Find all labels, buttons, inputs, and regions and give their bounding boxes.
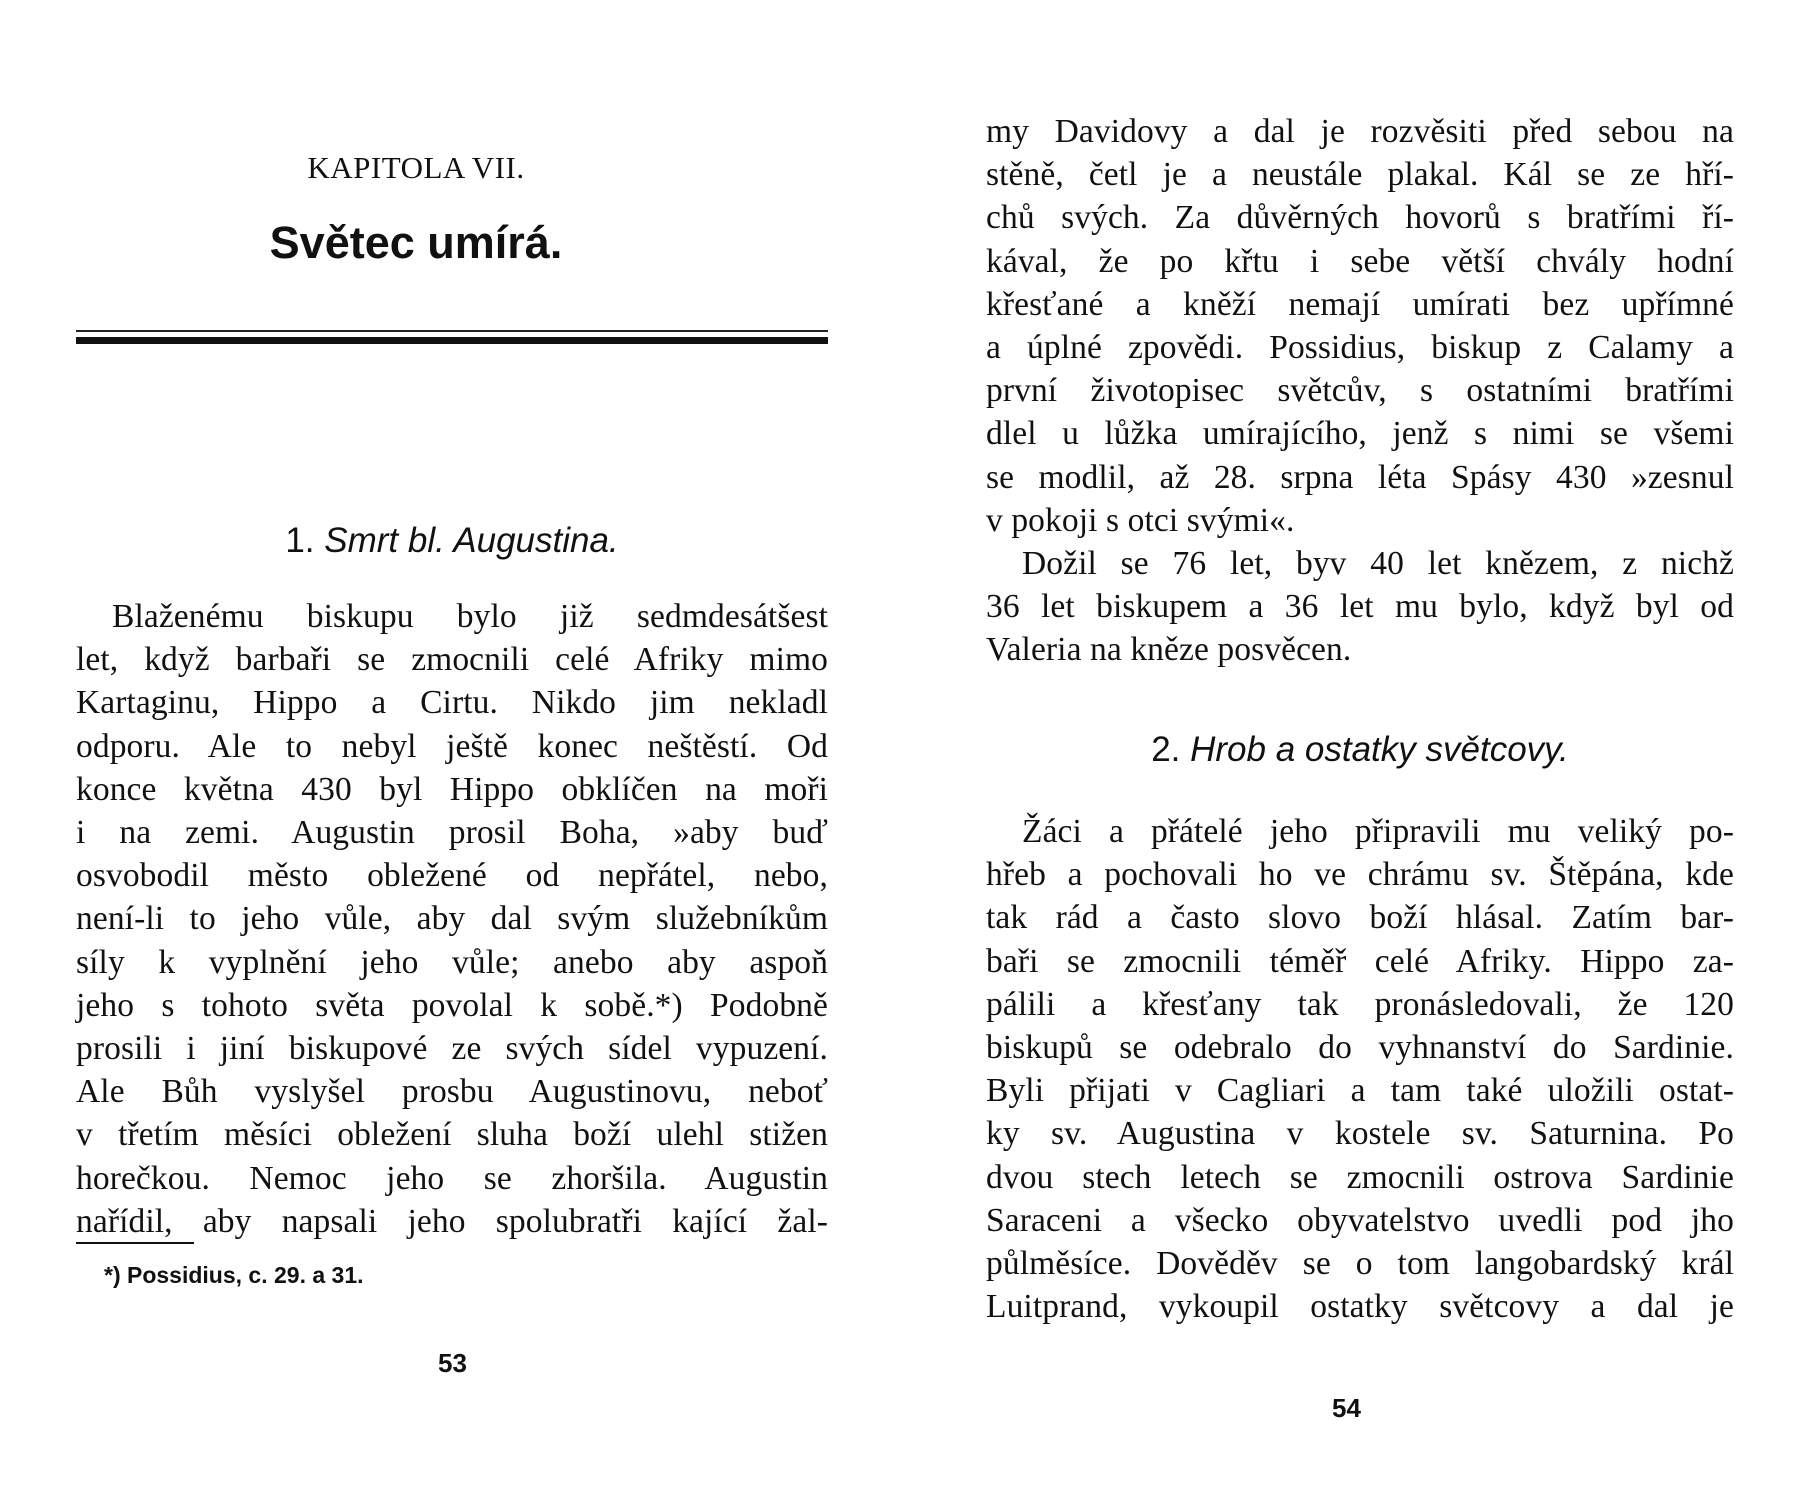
text-line: konce května 430 byl Hippo obklíčen na moři bbox=[76, 770, 828, 808]
text-line: Valeria na kněze posvěcen. bbox=[986, 631, 1352, 669]
text-line: 36 let biskupem a 36 let mu bylo, když byl od bbox=[986, 588, 1734, 626]
text-line: chů svých. Za důvěrných hovorů s bratřími ří- bbox=[986, 199, 1734, 237]
text-line: Saraceni a všecko obyvatelstvo uvedli pod jho bbox=[986, 1201, 1734, 1239]
text-line: i na zemi. Augustin prosil Boha, »aby buď bbox=[76, 814, 828, 852]
body-text bbox=[986, 810, 1734, 1328]
text-line: baři se zmocnili téměř celé Afriky. Hippo za- bbox=[986, 942, 1734, 980]
text-line: v třetím měsíci obležení sluha boží ulehl stižen bbox=[76, 1116, 828, 1154]
text-line: Dožil se 76 let, byv 40 let knězem, z nichž bbox=[1022, 545, 1734, 583]
text-line: horečkou. Nemoc jeho se zhoršila. Augustin bbox=[76, 1159, 828, 1197]
section-title: Smrt bl. Augustina. bbox=[324, 521, 619, 560]
text-line: Byli přijati v Cagliari a tam také uložili ostat- bbox=[986, 1072, 1734, 1110]
text-line: v pokoji s otci svými«. bbox=[986, 501, 1295, 539]
section-title: Hrob a ostatky světcovy. bbox=[1190, 730, 1569, 769]
text-line: stěně, četl je a neustále plakal. Kál se ze hří- bbox=[986, 156, 1734, 194]
text-line: ky sv. Augustina v kostele sv. Saturnina. Po bbox=[986, 1115, 1734, 1153]
text-line: Ale Bůh vyslyšel prosbu Augustinovu, neboť bbox=[76, 1073, 828, 1111]
section-number: 2. bbox=[1151, 730, 1181, 769]
chapter-rule-thin bbox=[76, 330, 828, 332]
text-line: Žáci a přátelé jeho připravili mu veliký po- bbox=[1022, 813, 1734, 850]
chapter-label: KAPITOLA VII. bbox=[307, 150, 525, 185]
text-line: Blaženému biskupu bylo již sedmdesátšest bbox=[112, 598, 828, 635]
page-number: 53 bbox=[438, 1348, 467, 1378]
text-line: první životopisec světcův, s ostatními bratřími bbox=[986, 372, 1734, 410]
text-line: síly k vyplnění jeho vůle; anebo aby aspoň bbox=[76, 943, 828, 981]
text-line: a úplné zpovědi. Possidius, biskup z Calamy a bbox=[986, 329, 1734, 367]
text-line: odporu. Ale to nebyl ještě konec neštěstí. Od bbox=[76, 727, 828, 765]
text-line: křesťané a kněží nemají umírati bez upřímné bbox=[986, 285, 1734, 323]
text-line: není-li to jeho vůle, aby dal svým služebníkům bbox=[76, 900, 828, 938]
text-line: pálili a křesťany tak pronásledovali, že 120 bbox=[986, 985, 1734, 1023]
section-heading bbox=[986, 730, 1734, 770]
footnote: *) Possidius, c. 29. a 31. bbox=[104, 1262, 364, 1288]
text-line: hřeb a pochovali ho ve chrámu sv. Štěpána, kde bbox=[986, 856, 1734, 894]
section-heading bbox=[76, 521, 828, 561]
text-line: Luitprand, vykoupil ostatky světcovy a dal je bbox=[986, 1288, 1734, 1326]
text-line: biskupů se odebralo do vyhnanství do Sardinie. bbox=[986, 1029, 1734, 1067]
text-line: tak rád a často slovo boží hlásal. Zatím bar- bbox=[986, 899, 1734, 937]
text-line: Kartaginu, Hippo a Cirtu. Nikdo jim nekladl bbox=[76, 684, 828, 722]
text-line: my Davidovy a dal je rozvěsiti před sebou na bbox=[986, 113, 1734, 150]
text-line: dlel u lůžka umírajícího, jenž s nimi se všemi bbox=[986, 415, 1734, 453]
text-line: dvou stech letech se zmocnili ostrova Sardinie bbox=[986, 1158, 1734, 1196]
text-line: půlměsíce. Dověděv se o tom langobardský král bbox=[986, 1245, 1734, 1283]
chapter-title: Světec umírá. bbox=[269, 217, 563, 268]
text-line: jeho s tohoto světa povolal k sobě.*) Podobně bbox=[76, 986, 828, 1024]
footnote-rule bbox=[76, 1242, 194, 1244]
section-number: 1. bbox=[285, 521, 315, 560]
body-text bbox=[986, 110, 1734, 672]
page-number: 54 bbox=[1332, 1393, 1361, 1423]
body-text bbox=[76, 595, 828, 1243]
text-line: osvobodil město obležené od nepřátel, nebo, bbox=[76, 857, 828, 895]
text-line: nařídil, aby napsali jeho spolubratři kající žal- bbox=[76, 1202, 828, 1240]
text-line: se modlil, až 28. srpna léta Spásy 430 »zesnul bbox=[986, 458, 1734, 496]
text-line: let, když barbaři se zmocnili celé Afriky mimo bbox=[76, 641, 828, 679]
chapter-rule-thick bbox=[76, 337, 828, 344]
text-line: kával, že po křtu i sebe větší chvály hodní bbox=[986, 242, 1734, 280]
text-line: prosili i jiní biskupové ze svých sídel vypuzení. bbox=[76, 1030, 828, 1068]
